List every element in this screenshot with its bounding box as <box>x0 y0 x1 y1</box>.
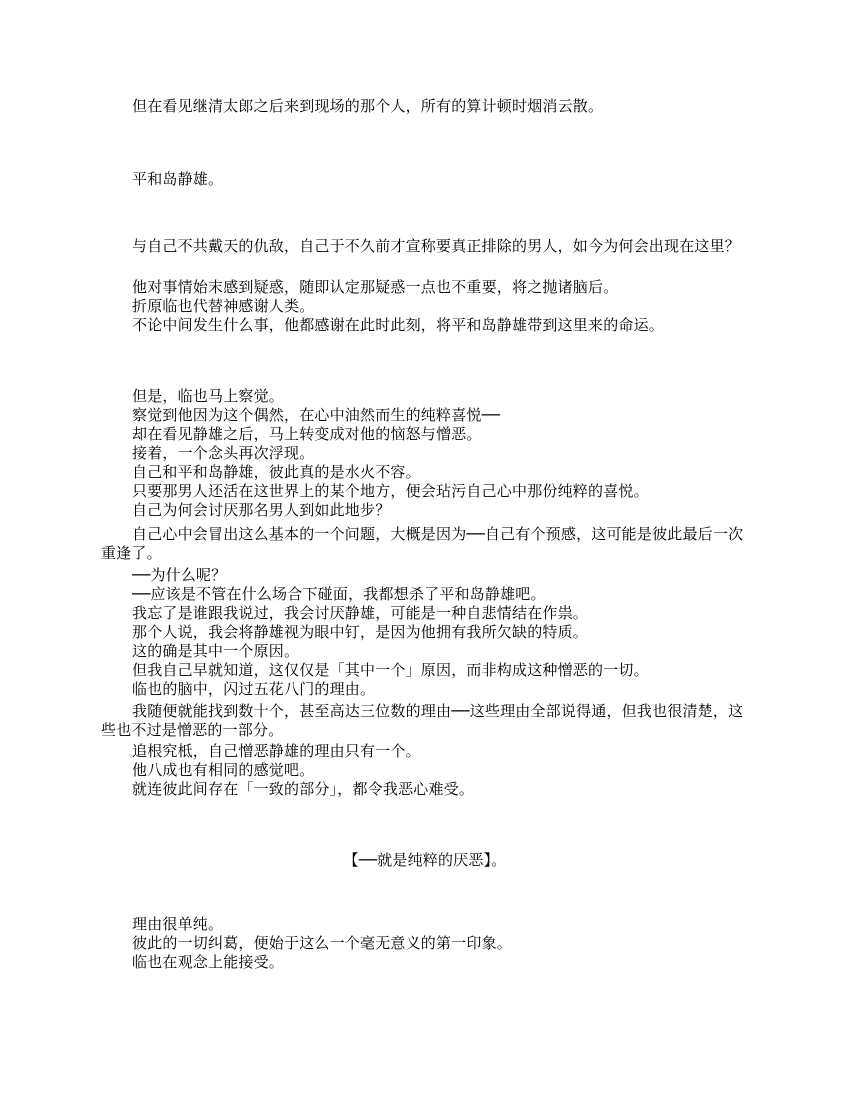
paragraph: 但在看见继清太郎之后来到现场的那个人，所有的算计顿时烟消云散。 <box>132 97 604 115</box>
paragraph: 就连彼此间存在「一致的部分」，都令我恶心难受。 <box>132 780 475 798</box>
paragraph: 自己心中会冒出这么基本的一个问题，大概是因为──自己有个预感，这可能是彼此最后一次重逢了。 <box>101 525 744 562</box>
paragraph: 我随便就能找到数十个，甚至高达三位数的理由──这些理由全部说得通，但我也很清楚，这些也不过是憎恶的一部分。 <box>101 702 744 739</box>
paragraph: 却在看见静雄之后，马上转变成对他的恼怒与憎恶。 <box>132 425 482 443</box>
emphasis-line: 【──就是纯粹的厌恶】。 <box>343 851 507 869</box>
paragraph: ──应该是不管在什么场合下碰面，我都想杀了平和岛静雄吧。 <box>132 585 546 603</box>
paragraph: 接着，一个念头再次浮现。 <box>132 444 315 462</box>
paragraph: 这的确是其中一个原因。 <box>132 642 300 660</box>
paragraph: 临也在观念上能接受。 <box>132 953 285 971</box>
paragraph: 不论中间发生什么事，他都感谢在此时此刻，将平和岛静雄带到这里来的命运。 <box>132 316 665 334</box>
paragraph: 我忘了是谁跟我说过，我会讨厌静雄，可能是一种自悲情结在作祟。 <box>132 604 589 622</box>
paragraph: 但是，临也马上察觉。 <box>132 387 285 405</box>
paragraph: 察觉到他因为这个偶然，在心中油然而生的纯粹喜悦── <box>132 406 501 424</box>
paragraph: 自己和平和岛静雄，彼此真的是水火不容。 <box>132 463 421 481</box>
paragraph: ──为什么呢？ <box>132 566 227 584</box>
paragraph: 临也的脑中，闪过五花八门的理由。 <box>132 680 376 698</box>
paragraph: 彼此的一切纠葛，便始于这么一个毫无意义的第一印象。 <box>132 934 513 952</box>
paragraph: 但我自己早就知道，这仅仅是「其中一个」原因，而非构成这种憎恶的一切。 <box>132 661 649 679</box>
paragraph: 折原临也代替神感谢人类。 <box>132 297 315 315</box>
paragraph: 平和岛静雄。 <box>132 170 224 188</box>
paragraph: 他八成也有相同的感觉吧。 <box>132 761 315 779</box>
paragraph: 只要那男人还活在这世界上的某个地方，便会玷污自己心中那份纯粹的喜悦。 <box>132 482 649 500</box>
paragraph: 与自己不共戴天的仇敌，自己于不久前才宣称要真正排除的男人，如今为何会出现在这里？ <box>132 237 741 255</box>
paragraph: 追根究柢，自己憎恶静雄的理由只有一个。 <box>132 742 421 760</box>
paragraph: 他对事情始末感到疑惑，随即认定那疑惑一点也不重要，将之抛诸脑后。 <box>132 278 619 296</box>
paragraph: 那个人说，我会将静雄视为眼中钉，是因为他拥有我所欠缺的特质。 <box>132 623 589 641</box>
paragraph: 理由很单纯。 <box>132 915 224 933</box>
paragraph: 自己为何会讨厌那名男人到如此地步？ <box>132 501 391 519</box>
